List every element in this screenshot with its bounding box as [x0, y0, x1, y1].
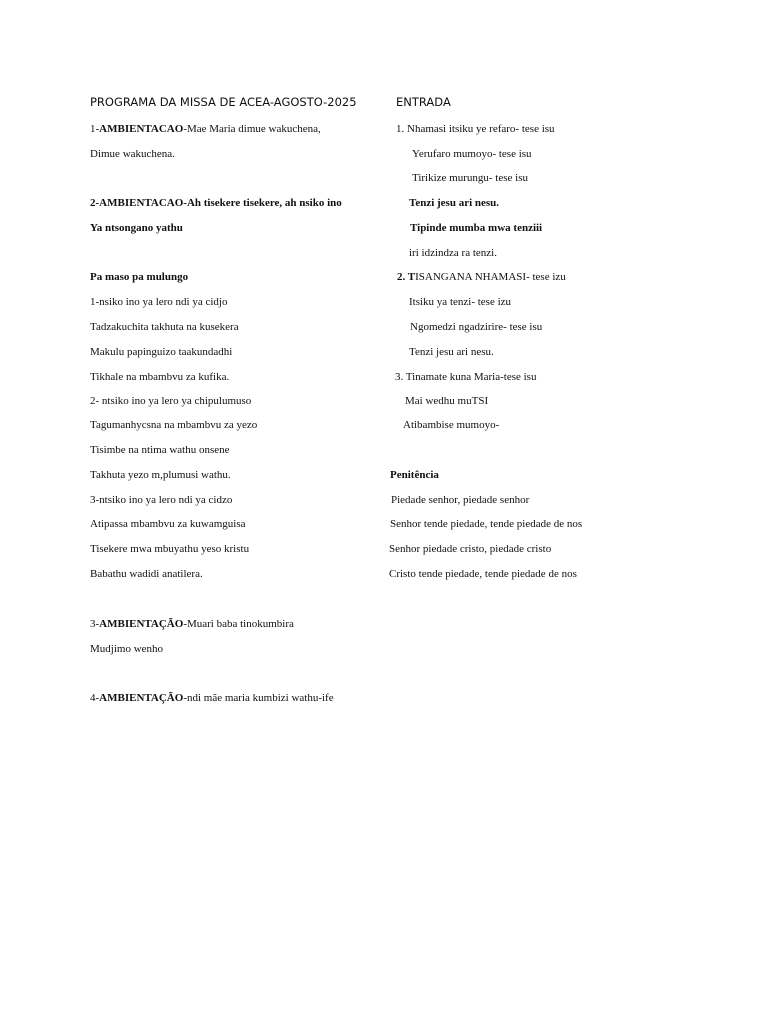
entrada-line: 3. Tinamate kuna Maria-tese isu [395, 371, 537, 383]
pa-maso-line: Atipassa mbambvu za kuwamguisa [90, 518, 246, 530]
pa-maso-line: Babathu wadidi anatilera. [90, 568, 203, 580]
penitencia-line: Senhor piedade cristo, piedade cristo [389, 543, 552, 555]
pa-maso-line: Makulu papinguizo taakundadhi [90, 346, 233, 358]
program-title: PROGRAMA DA MISSA DE ACEA-AGOSTO-2025 [90, 95, 357, 109]
entrada-line: Mai wedhu muTSI [405, 395, 489, 407]
section-1-line-2: Dimue wakuchena. [90, 148, 175, 160]
section-3-line-1: 3-AMBIENTAÇÃO-Muari baba tinokumbira [90, 618, 294, 630]
penitencia-line: Senhor tende piedade, tende piedade de nos [390, 518, 583, 530]
pa-maso-line: Tisimbe na ntima wathu onsene [90, 444, 230, 456]
section-3-line-2: Mudjimo wenho [90, 643, 164, 655]
section-2-line-2: Ya ntsongano yathu [90, 222, 183, 234]
entrada-line: Ngomedzi ngadzirire- tese isu [410, 321, 543, 333]
pa-maso-line: Tadzakuchita takhuta na kusekera [90, 321, 239, 333]
entrada-line: Itsiku ya tenzi- tese izu [409, 296, 512, 308]
entrada-verse-2-line-1: 2. TISANGANA NHAMASI- tese izu [397, 271, 566, 283]
section-2-line-1: 2-AMBIENTACAO-Ah tisekere tisekere, ah nsiko ino [90, 197, 342, 209]
section-1-line-1: 1-AMBIENTACAO-Mae Maria dimue wakuchena, [90, 123, 321, 135]
entrada-line: Atibambise mumoyo- [403, 419, 500, 431]
pa-maso-heading: Pa maso pa mulungo [90, 271, 189, 283]
penitencia-heading: Penitência [390, 469, 439, 481]
pa-maso-line: Tagumanhycsna na mbambvu za yezo [90, 419, 258, 431]
pa-maso-line: 3-ntsiko ino ya lero ndi ya cidzo [90, 494, 233, 506]
entrada-line: Yerufaro mumoyo- tese isu [412, 148, 532, 160]
entrada-line: 1. Nhamasi itsiku ye refaro- tese isu [396, 123, 555, 135]
entrada-line: Tenzi jesu ari nesu. [409, 346, 494, 358]
penitencia-line: Piedade senhor, piedade senhor [391, 494, 530, 506]
pa-maso-line: Tisekere mwa mbuyathu yeso kristu [90, 543, 250, 555]
pa-maso-line: 2- ntsiko ino ya lero ya chipulumuso [90, 395, 252, 407]
entrada-heading: ENTRADA [396, 95, 451, 109]
section-4-line-1: 4-AMBIENTAÇÃO-ndi mãe maria kumbizi wathu-ife [90, 692, 334, 704]
entrada-line: iri idzindza ra tenzi. [409, 247, 497, 259]
entrada-chorus-line: Tenzi jesu ari nesu. [409, 197, 500, 209]
entrada-chorus-line: Tipinde mumba mwa tenziii [410, 222, 543, 234]
penitencia-line: Cristo tende piedade, tende piedade de nos [389, 568, 577, 580]
pa-maso-line: Takhuta yezo m,plumusi wathu. [90, 469, 231, 481]
entrada-line: Tirikize murungu- tese isu [412, 172, 528, 184]
pa-maso-line: Tikhale na mbambvu za kufika. [90, 371, 230, 383]
pa-maso-line: 1-nsiko ino ya lero ndi ya cidjo [90, 296, 228, 308]
